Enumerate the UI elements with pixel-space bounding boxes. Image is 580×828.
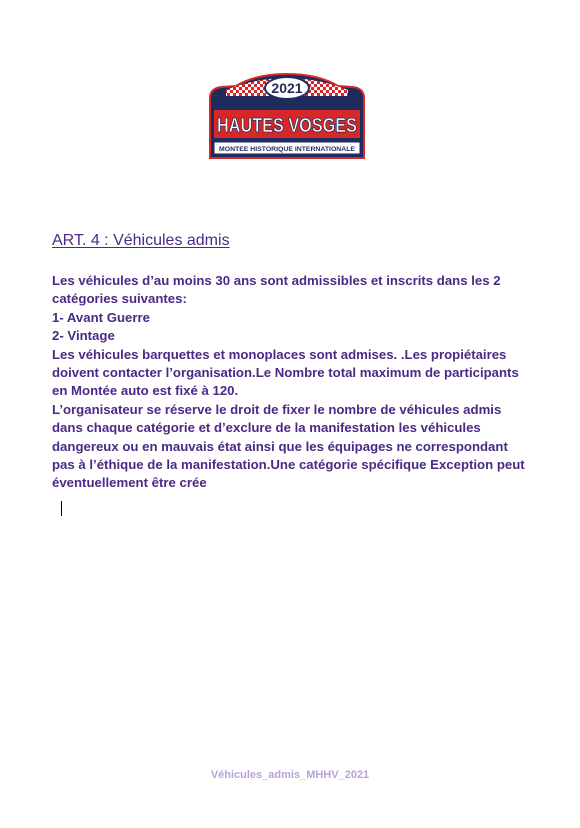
rally-logo xyxy=(206,72,368,160)
paragraph-eligibility: Les véhicules d’au moins 30 ans sont admissibles et inscrits dans les 2 catégories suivantes: xyxy=(52,273,501,307)
list-item-category-2: 2- Vintage xyxy=(52,328,115,344)
logo-year: 2021 xyxy=(271,80,303,96)
logo-title: HAUTES VOSGES xyxy=(217,115,357,137)
article-body xyxy=(52,272,532,493)
text-cursor[interactable] xyxy=(61,501,62,516)
paragraph-vehicle-types: Les véhicules barquettes et monoplaces sont admises. .Les propiétaires doivent contacter l’organisation.Le Nombre total maximum de participants en Montée auto est fixé à 120. xyxy=(52,346,519,399)
article-heading: ART. 4 : Véhicules admis xyxy=(52,232,230,249)
logo-subtitle: MONTEE HISTORIQUE INTERNATIONALE xyxy=(219,146,356,153)
list-item-category-1: 1- Avant Guerre xyxy=(52,309,150,325)
paragraph-organizer-rights: L’organisateur se réserve le droit de fixer le nombre de véhicules admis dans chaque catégorie et d’exclure de la manifestation les véhicules dangereux ou en mauvais état ainsi que les équipages ne correspondant pas à l’éthique de la manifestation.Une catégorie spécifique Exception peut éventuellement être crée xyxy=(52,401,525,491)
page-footer: Véhicules_admis_MHHV_2021 xyxy=(210,769,370,781)
